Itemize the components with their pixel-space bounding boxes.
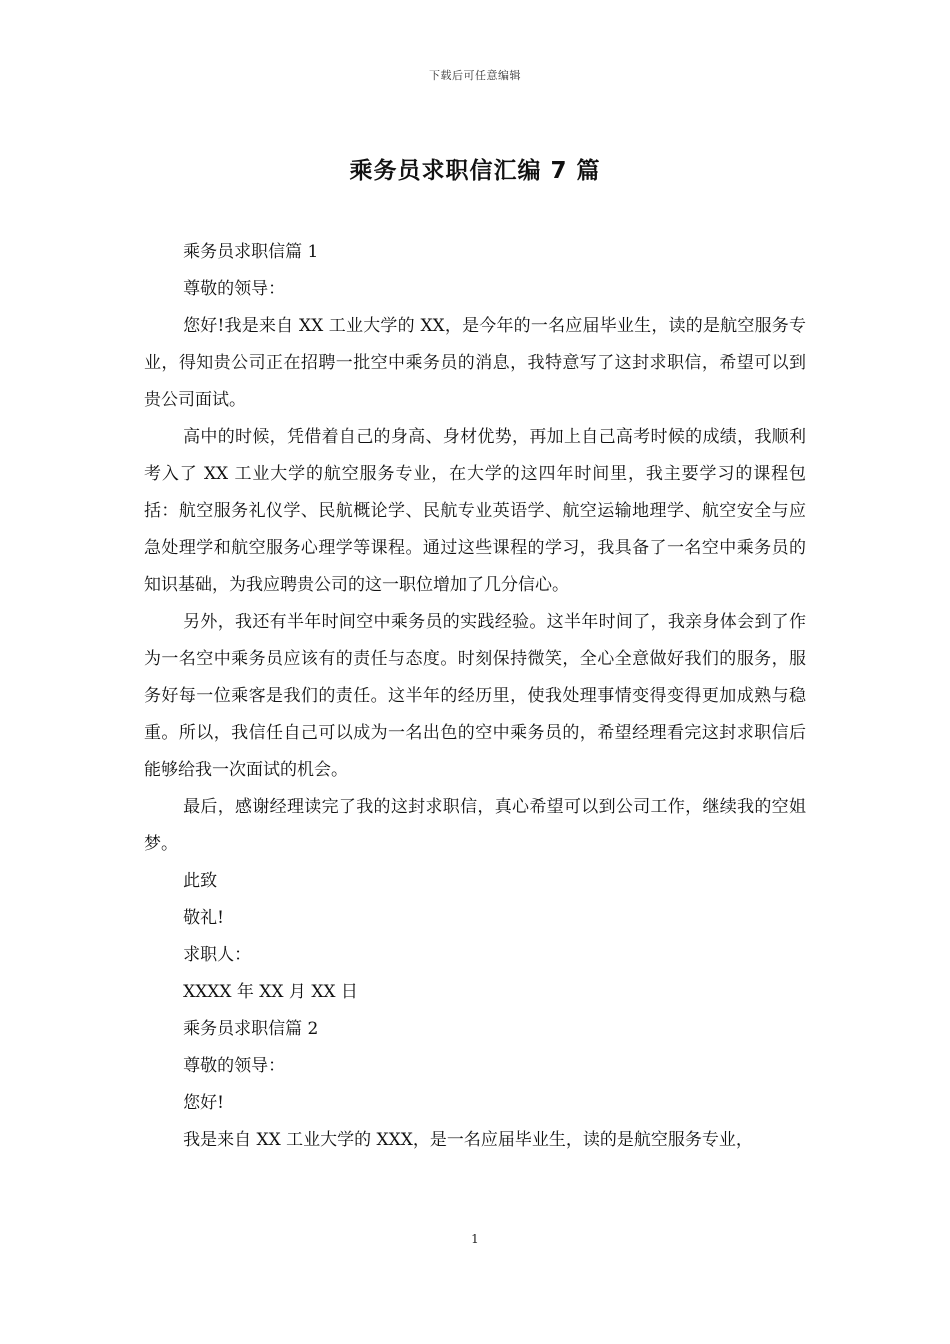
document-title: 乘务员求职信汇编 7 篇: [349, 158, 601, 184]
date-line: XXXX 年 XX 月 XX 日: [183, 982, 358, 1002]
document-body: [144, 234, 806, 1159]
body-paragraph: 您好!我是来自 XX 工业大学的 XX，是今年的一名应届毕业生，读的是航空服务专业，得知贵公司正在招聘一批空中乘务员的消息，我特意写了这封求职信，希望可以到贵公司面试。: [144, 316, 806, 410]
body-paragraph: 高中的时候，凭借着自己的身高、身材优势，再加上自己高考时候的成绩，我顺利考入了 XX 工业大学的航空服务专业，在大学的这四年时间里，我主要学习的课程包括：航空服务礼仪学、民航概论学、民航专业英语学、航空运输地理学、航空安全与应急处理学和航空服务心理学等课程。通过这些课程的学习，我具备了一名空中乘务员的知识基础，为我应聘贵公司的这一职位增加了几分信心。: [144, 427, 806, 595]
body-paragraph: 最后，感谢经理读完了我的这封求职信，真心希望可以到公司工作，继续我的空姐梦。: [144, 797, 806, 854]
page-number: 1: [471, 1232, 479, 1246]
signature-label: 求职人：: [183, 945, 252, 965]
closing-line: 敬礼!: [183, 908, 224, 928]
body-paragraph: 我是来自 XX 工业大学的 XXX，是一名应届毕业生，读的是航空服务专业，: [183, 1130, 753, 1150]
body-paragraph: 另外，我还有半年时间空中乘务员的实践经验。这半年时间了，我亲身体会到了作为一名空中乘务员应该有的责任与态度。时刻保持微笑，全心全意做好我们的服务，服务好每一位乘客是我们的责任。这半年的经历里，使我处理事情变得变得更加成熟与稳重。所以，我信任自己可以成为一名出色的空中乘务员的，希望经理看完这封求职信后能够给我一次面试的机会。: [144, 612, 806, 780]
section-heading: 乘务员求职信篇 2: [183, 1019, 319, 1039]
header-note: 下载后可任意编辑: [429, 69, 521, 82]
greeting: 您好!: [183, 1093, 224, 1113]
salutation: 尊敬的领导：: [183, 279, 286, 299]
closing-line: 此致: [183, 871, 218, 891]
salutation: 尊敬的领导：: [183, 1056, 286, 1076]
section-heading: 乘务员求职信篇 1: [183, 242, 319, 262]
